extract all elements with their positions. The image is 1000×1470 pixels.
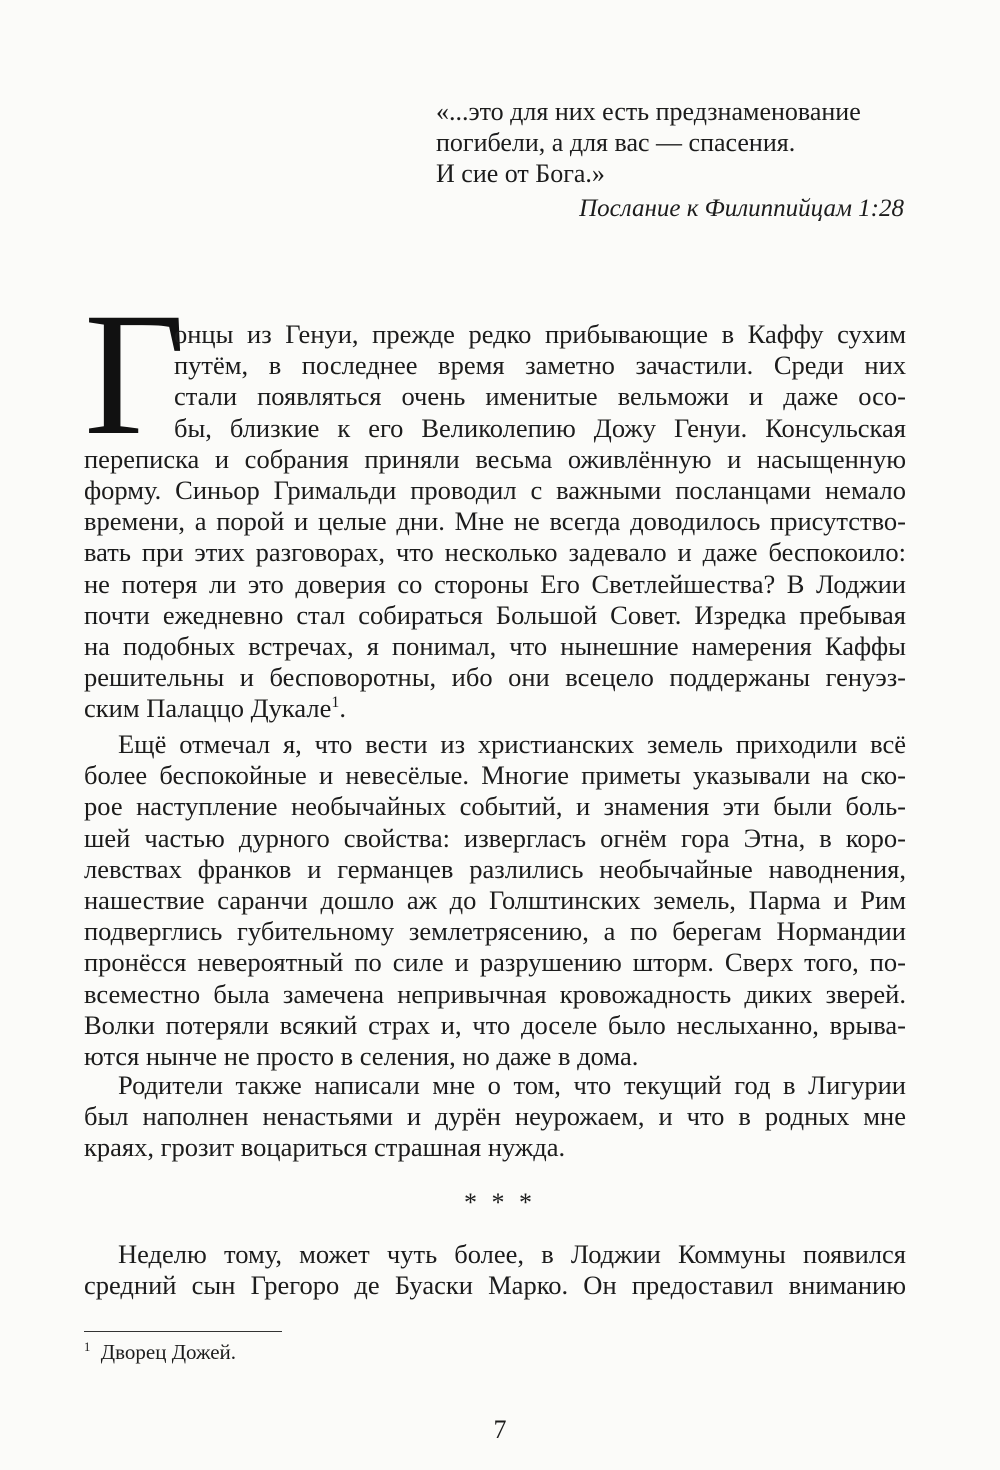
text-line: нашествие саранчи дошло аж до Голштинских земель, Парма и Рим	[84, 885, 906, 916]
text-line: более беспокойные и невесёлые. Многие приметы указывали на ско-	[84, 760, 906, 791]
text-line: рое наступление необычайных событий, и знамения эти были боль-	[84, 791, 906, 822]
text-line: ским Палаццо Дукале$^1$.	[84, 693, 346, 724]
text-line: Ещё отмечал я, что вести из христианских земель приходили всё	[118, 729, 906, 759]
text-line: не потеря ли это доверия со стороны Его Светлейшества? В Лоджии	[84, 568, 906, 599]
text-line: левствах франков и германцев разлились необычайные наводнения,	[84, 853, 906, 884]
text-line: почти ежедневно стал собираться Большой Совет. Изредка пребывая	[84, 599, 906, 630]
section-separator: * * *	[464, 1188, 536, 1217]
footnote-number: 1	[84, 1340, 91, 1354]
text-line: стали появляться очень именитые вельможи и даже осо-	[174, 381, 906, 412]
drop-cap: Г	[84, 277, 186, 472]
text-line: решительны и бесповоротны, ибо они всецело поддержаны генуэз-	[84, 662, 906, 693]
paragraph-1	[84, 319, 906, 725]
text-line: краях, грозит воцариться страшная нужда.	[84, 1132, 566, 1163]
text-line: онцы из Генуи, прежде редко прибывающие в Каффу сухим	[174, 319, 906, 349]
text-line: переписка и собрания приняли весьма оживлённую и насыщенную	[84, 443, 906, 474]
text-line: вать при этих разговорах, что несколько задевало и даже беспокоило:	[84, 537, 906, 568]
text-line: Волки потеряли всякий страх и, что доселе было неслыханно, врыва-	[84, 1009, 906, 1040]
footnote	[84, 1340, 236, 1365]
paragraph-2	[84, 729, 906, 1072]
text-line: Родители также написали мне о том, что текущий год в Лигурии	[118, 1070, 906, 1100]
text-line: подверглись губительному землетрясению, а по берегам Нормандии	[84, 916, 906, 947]
page-number: 7	[493, 1415, 507, 1444]
paragraph-4	[84, 1239, 906, 1301]
text-line: пронёсся невероятный по силе и разрушению шторм. Сверх того, по-	[84, 947, 906, 978]
footnote-marker: 1	[331, 694, 340, 712]
text-line: на подобных встречах, я понимал, что нынешние намерения Каффы	[84, 631, 906, 662]
paragraph-3	[84, 1070, 906, 1164]
epigraph-line: И сие от Бога.»	[436, 159, 605, 188]
text-line: всеместно была замечена непривычная кровожадность диких зверей.	[84, 978, 906, 1009]
footnote-rule	[84, 1331, 282, 1332]
text-line: Неделю тому, может чуть более, в Лоджии Коммуны появился	[118, 1239, 906, 1269]
text-line: средний сын Грегоро де Буаски Марко. Он предоставил вниманию	[84, 1270, 906, 1301]
epigraph-source: Послание к Филиппийцам 1:28	[579, 195, 904, 222]
epigraph-line: «...это для них есть предзнаменование	[436, 97, 861, 126]
text-line: времени, а порой и целые дни. Мне не всегда доводилось присутство-	[84, 506, 906, 537]
epigraph-line: погибели, а для вас — спасения.	[436, 128, 796, 157]
text-line: путём, в последнее время заметно зачастили. Среди них	[174, 350, 906, 381]
footnote-text: Дворец Дожей.	[100, 1340, 237, 1364]
text-line: ются нынче не просто в селения, но даже в дома.	[84, 1041, 639, 1072]
text-line-fragment: ским Палаццо Дукале	[84, 693, 332, 724]
text-line: шей частью дурного свойства: извергласъ огнём гора Этна, в коро-	[84, 822, 906, 853]
epigraph	[436, 96, 906, 189]
text-line: форму. Синьор Гримальди проводил с важными посланцами немало	[84, 475, 906, 506]
text-line: бы, близкие к его Великолепию Дожу Генуи. Консульская	[174, 412, 906, 443]
text-line: был наполнен ненастьями и дурён неурожаем, и что в родных мне	[84, 1101, 906, 1132]
